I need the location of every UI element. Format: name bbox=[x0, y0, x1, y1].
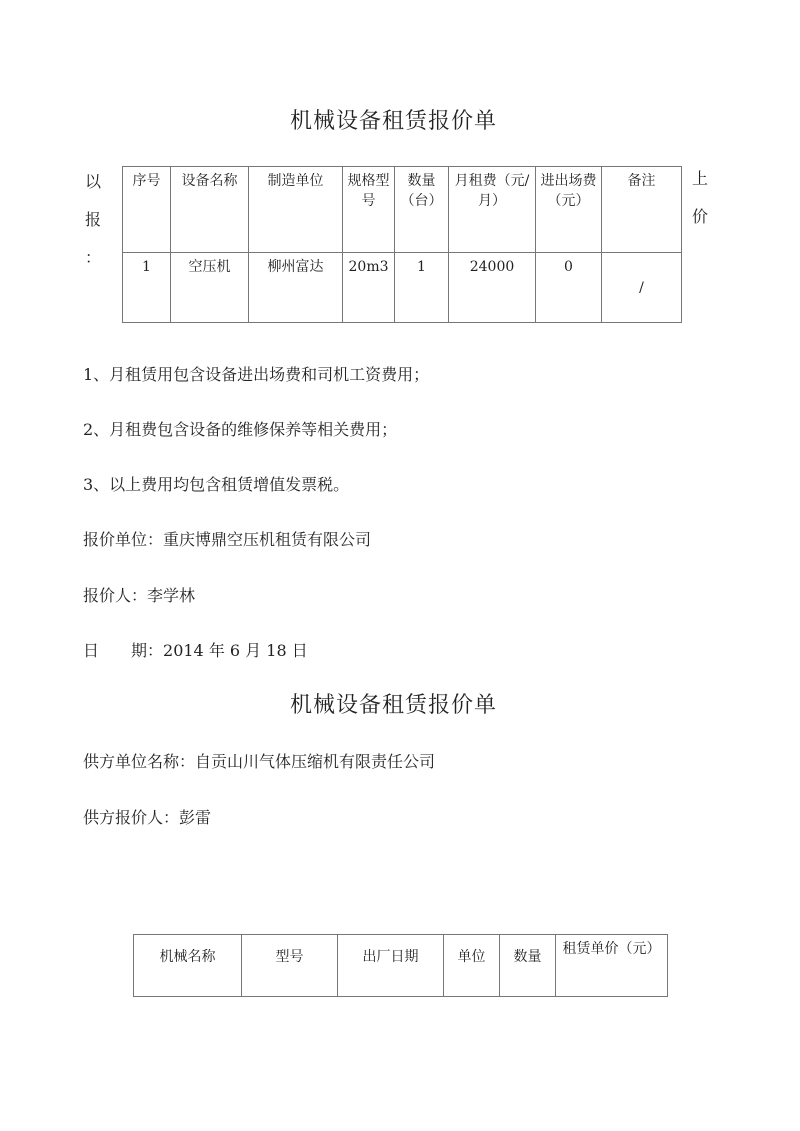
header-cell: 数量 bbox=[500, 935, 556, 997]
cell-entry-exit-fee: 0 bbox=[536, 253, 602, 323]
header-cell: 数量（台） bbox=[395, 167, 449, 253]
quoter: 报价人：李学林 bbox=[83, 586, 196, 605]
note-2: 2、月租费包含设备的维修保养等相关费用； bbox=[83, 420, 398, 439]
header-cell: 机械名称 bbox=[134, 935, 242, 997]
quote1-table bbox=[122, 166, 682, 323]
header-cell: 规格型号 bbox=[343, 167, 395, 253]
date-value: 2014 年 6 月 18 日 bbox=[163, 641, 308, 660]
note-3: 3、以上费用均包含租赁增值发票税。 bbox=[83, 475, 350, 494]
header-cell: 出厂日期 bbox=[338, 935, 444, 997]
right-side-char: 上 bbox=[691, 169, 708, 188]
header-cell: 型号 bbox=[242, 935, 338, 997]
header-cell: 租赁单价（元） bbox=[556, 935, 668, 997]
date-label: 日 期： bbox=[83, 641, 164, 660]
cell-model: 20m3 bbox=[343, 253, 395, 323]
note-1: 1、月租赁用包含设备进出场费和司机工资费用； bbox=[83, 365, 430, 384]
left-side-char: 以 bbox=[84, 172, 101, 191]
table-row bbox=[123, 253, 682, 323]
supplier-name: 供方单位名称：自贡山川气体压缩机有限责任公司 bbox=[83, 752, 436, 771]
header-cell: 序号 bbox=[123, 167, 171, 253]
right-side-text bbox=[690, 160, 710, 236]
header-cell: 单位 bbox=[444, 935, 500, 997]
cell-equipment-name: 空压机 bbox=[171, 253, 249, 323]
header-cell: 备注 bbox=[602, 167, 682, 253]
quote2-title: 机械设备租赁报价单 bbox=[290, 693, 498, 718]
quote2-table bbox=[133, 934, 668, 997]
left-side-text bbox=[83, 163, 103, 277]
cell-quantity: 1 bbox=[395, 253, 449, 323]
supplier-quoter: 供方报价人：彭雷 bbox=[83, 808, 212, 827]
left-side-char: 报 bbox=[84, 210, 101, 229]
header-cell: 设备名称 bbox=[171, 167, 249, 253]
quote1-title: 机械设备租赁报价单 bbox=[290, 109, 498, 134]
cell-manufacturer: 柳州富达 bbox=[249, 253, 343, 323]
quote-date bbox=[83, 638, 308, 661]
right-side-char: 价 bbox=[691, 207, 708, 226]
quoting-unit: 报价单位：重庆博鼎空压机租赁有限公司 bbox=[83, 530, 372, 549]
left-side-char: ： bbox=[84, 248, 101, 267]
header-cell: 进出场费（元） bbox=[536, 167, 602, 253]
table-header-row bbox=[134, 935, 668, 997]
cell-remarks: / bbox=[602, 253, 682, 323]
table-header-row bbox=[123, 167, 682, 253]
cell-index: 1 bbox=[123, 253, 171, 323]
cell-monthly-rent: 24000 bbox=[449, 253, 536, 323]
header-cell: 月租费（元/月） bbox=[449, 167, 536, 253]
header-cell: 制造单位 bbox=[249, 167, 343, 253]
